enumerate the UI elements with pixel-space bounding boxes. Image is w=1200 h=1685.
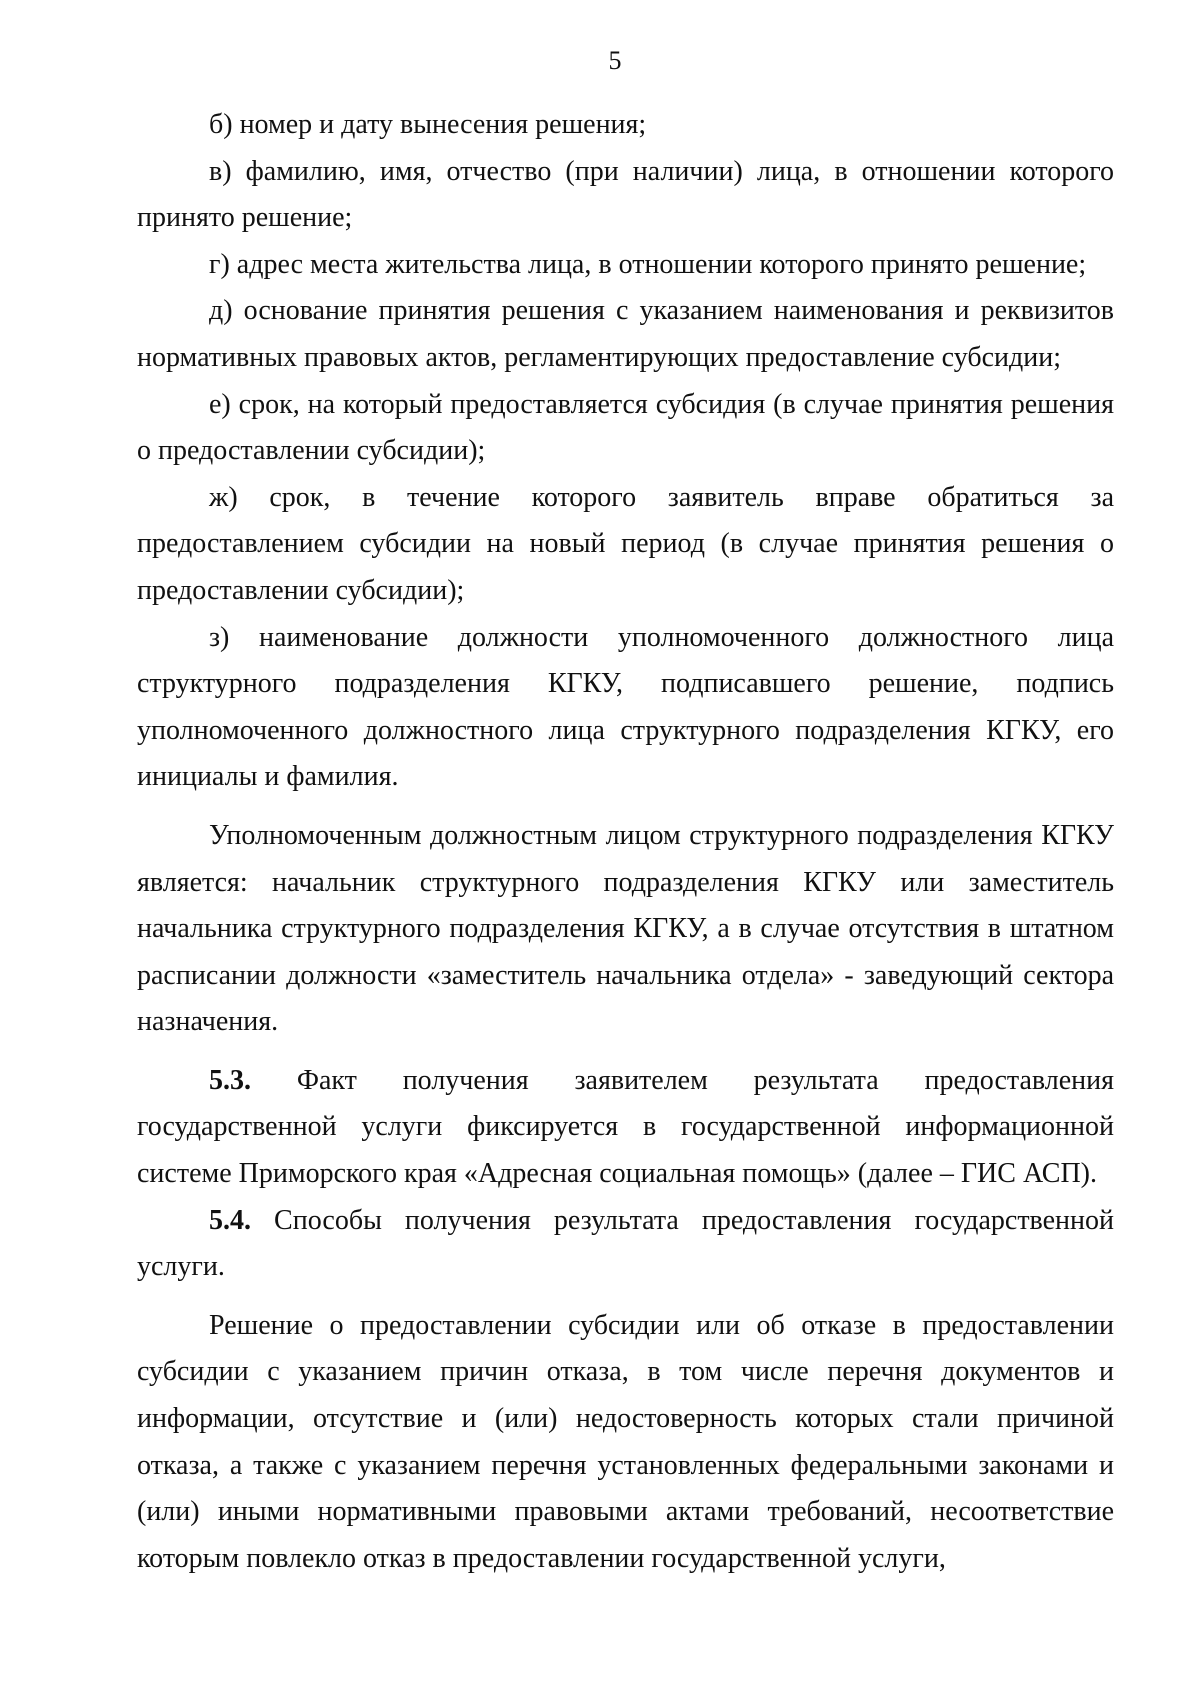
section-text-5-4: Способы получения результата предоставления государственной услуги. — [137, 1204, 1114, 1283]
paragraph-item-g: г) адрес места жительства лица, в отношении которого принято решение; — [209, 248, 1087, 280]
paragraph-item-b: б) номер и дату вынесения решения; — [209, 109, 647, 140]
paragraph-item-d: д) основание принятия решения с указанием наименования и реквизитов нормативных правовых актов, регламентирующих предоставление субсидии; — [137, 295, 1114, 373]
document-body — [137, 102, 1114, 1582]
paragraph-item-zh: ж) срок, в течение которого заявитель вправе обратиться за предоставлением субсидии на новый период (в случае принятия решения о предоставлении субсидии); — [137, 481, 1114, 606]
section-text-5-3: Факт получения заявителем результата предоставления государственной услуги фиксируется в государственной информационной системе Приморского края «Адресная социальная помощь» (далее – ГИС АСП). — [137, 1064, 1114, 1190]
paragraph-item-v: в) фамилию, имя, отчество (при наличии) лица, в отношении которого принято решение; — [137, 155, 1114, 234]
paragraph-item-e: е) срок, на который предоставляется субсидия (в случае принятия решения о предоставлении субсидии); — [137, 388, 1114, 467]
paragraph-authorized-official: Уполномоченным должностным лицом структурного подразделения КГКУ является: начальник структурного подразделения КГКУ или заместитель начальника структурного подразделения КГКУ, а в случае отсутствия в штатном расписании должности «заместитель начальника отдела» - заведующий сектора назначения. — [137, 819, 1114, 1038]
section-number-5-4: 5.4. — [209, 1204, 251, 1236]
paragraph-decision: Решение о предоставлении субсидии или об отказе в предоставлении субсидии с указанием причин отказа, в том числе перечня документов и информации, отсутствие и (или) недостоверность которых стали причиной отказа, а также с указанием перечня установленных федеральными законами и (или) иными нормативными правовыми актами требований, несоответствие которым повлекло отказ в предоставлении государственной услуги, — [137, 1309, 1114, 1574]
section-number-5-3: 5.3. — [209, 1064, 251, 1096]
paragraph-item-z: з) наименование должности уполномоченного должностного лица структурного подразделения КГКУ, подписавшего решение, подпись уполномоченного должностного лица структурного подразделения КГКУ, его инициалы и фамилия. — [137, 621, 1114, 793]
page-number: 5 — [608, 46, 622, 75]
paragraph-section-5-4 — [137, 1198, 1114, 1291]
paragraph-section-5-3 — [137, 1058, 1114, 1198]
